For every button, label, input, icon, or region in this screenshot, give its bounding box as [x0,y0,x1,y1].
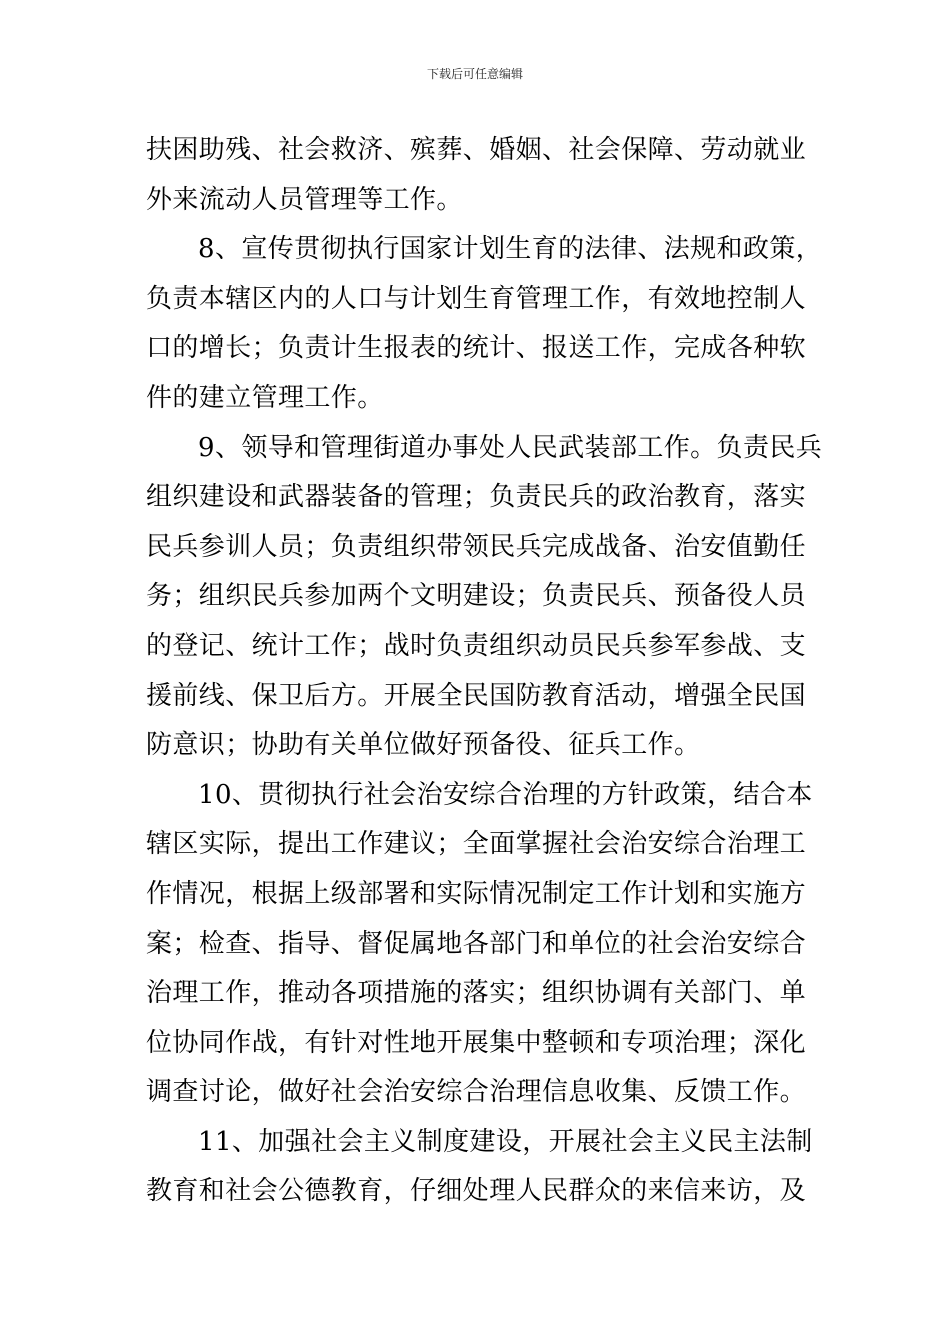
text-line: 件的建立管理工作。 [146,382,384,413]
text-line: 8、宣传贯彻执行国家计划生育的法律、法规和政策， [198,234,823,265]
text-line: 负责本辖区内的人口与计划生育管理工作，有效地控制人 [146,283,807,314]
text-line: 的登记、统计工作；战时负责组织动员民兵参军参战、支 [146,630,807,661]
document-body [146,126,823,1217]
text-line: 口的增长；负责计生报表的统计、报送工作，完成各种软 [146,333,807,364]
text-line: 外来流动人员管理等工作。 [146,184,463,215]
text-line: 9、领导和管理街道办事处人民武装部工作。负责民兵 [198,432,823,463]
text-line: 位协同作战，有针对性地开展集中整顿和专项治理；深化 [146,1027,807,1058]
text-line: 扶困助残、社会救济、殡葬、婚姻、社会保障、劳动就业 [146,135,807,165]
text-line: 案；检查、指导、督促属地各部门和单位的社会治安综合 [146,928,807,959]
text-line: 援前线、保卫后方。开展全民国防教育活动，增强全民国 [146,680,807,711]
text-line: 11、加强社会主义制度建设，开展社会主义民主法制 [198,1126,813,1157]
text-line: 务；组织民兵参加两个文明建设；负责民兵、预备役人员 [146,581,807,612]
text-line: 辖区实际，提出工作建议；全面掌握社会治安综合治理工 [146,829,807,860]
text-line: 10、贯彻执行社会治安综合治理的方针政策，结合本 [198,779,813,810]
text-line: 教育和社会公德教育，仔细处理人民群众的来信来访，及 [146,1176,807,1207]
text-line: 组织建设和武器装备的管理；负责民兵的政治教育，落实 [146,482,807,513]
text-line: 作情况，根据上级部署和实际情况制定工作计划和实施方 [146,878,807,909]
text-line: 调查讨论，做好社会治安综合治理信息收集、反馈工作。 [146,1077,807,1108]
text-line: 治理工作，推动各项措施的落实；组织协调有关部门、单 [146,978,807,1009]
text-line: 防意识；协助有关单位做好预备役、征兵工作。 [146,730,701,761]
text-line: 民兵参训人员；负责组织带领民兵完成战备、治安值勤任 [146,531,807,562]
page-header-note: 下载后可任意编辑 [426,67,523,81]
